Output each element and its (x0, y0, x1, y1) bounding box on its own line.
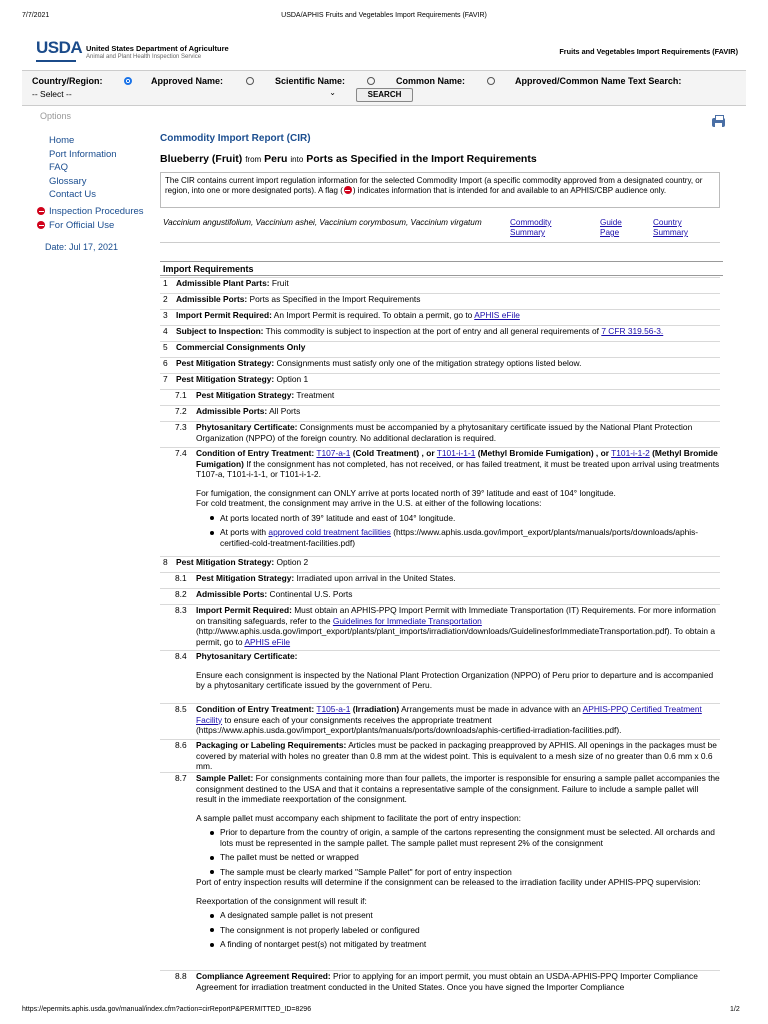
certified-treatment-facility-link[interactable]: APHIS-PPQ Certified Treatment Facility (196, 704, 702, 725)
list-item: The sample must be clearly marked "Sample Pallet" for port of entry inspection (208, 867, 720, 878)
options-label: Options (40, 111, 72, 121)
req-text: Articles must be packed in packaging preapproved by APHIS. All openings in the packages must be covered by material with holes no greater than 0.8 mm at the widest point. This is equivalent to a mesh size of no greater than 0.6 mm x 0.6 mm. (196, 740, 717, 771)
req-row-8-1: 8.1 Pest Mitigation Strategy: Irradiated upon arrival in the United States. (160, 572, 720, 584)
req-row-6: 6 Pest Mitigation Strategy: Consignments must satisfy only one of the mitigation strategy options listed below. (160, 357, 720, 369)
restricted-flag-icon (37, 221, 45, 229)
req-label: Pest Mitigation Strategy: (176, 557, 275, 567)
req-text: Irradiated upon arrival in the United States. (296, 573, 456, 583)
chevron-down-icon: ⌄ (329, 88, 336, 97)
req-text: For consignments containing more than four pallets, the importer is responsible for ensuring a sample pallet accompanies the consignment destined to the USA and that it contains a representative sample of the consignment. Failure to include a sample pallet will result in the immediate reexportation of the consignment. (196, 773, 720, 804)
list-item: A designated sample pallet is not present (208, 910, 720, 921)
t101-i-1-1-link[interactable]: T101-i-1-1 (436, 448, 476, 458)
req-row-8-5: 8.5 Condition of Entry Treatment: T105-a-1 (Irradiation) Arrangements must be made in advance with an APHIS-PPQ Certified Treatment Facility to ensure each of your consignments receives the appropriate treatment (https://www.aphis.usda.gov/import_export/plants/manuals/ports/downloads/aphis-certified-irradiation-facilities.pdf). (160, 703, 720, 736)
req-text: All Ports (269, 406, 301, 416)
req-text: Ports as Specified in the Import Requirements (249, 294, 421, 304)
req-paragraph: Port of entry inspection results will determine if the consignment can be released to the irradiation facility under APHIS-PPQ supervision: (196, 877, 701, 887)
req-text: At ports with (220, 527, 267, 537)
list-item: Prior to departure from the country of origin, a sample of the cartons representing the consignment must be selected. All orchards and lots must be represented in the sample pallet. The sample pallet must represent 2% of the consignment (208, 827, 720, 848)
req-label: Sample Pallet: (196, 773, 254, 783)
report-heading: Commodity Import Report (CIR) (160, 133, 311, 144)
req-text: Fruit (271, 278, 289, 288)
common-name-label: Common Name: (396, 76, 466, 86)
req-label: Import Permit Required: (176, 310, 272, 320)
aphis-efile-link[interactable]: APHIS eFile (474, 310, 520, 320)
req-label: Packaging or Labeling Requirements: (196, 740, 347, 750)
req-row-1: 1 Admissible Plant Parts: Fruit (160, 277, 720, 289)
req-text: (Methyl Bromide Fumigation) (196, 448, 718, 469)
req-row-8-2: 8.2 Admissible Ports: Continental U.S. Ports (160, 588, 720, 600)
req-text: If the consignment has not completed, has not received, or has failed treatment, it must be treated upon arrival using treatments T107-a, T101-i-1-1, or T101-i-1-2. (196, 458, 720, 479)
req-label: Admissible Ports: (196, 589, 268, 599)
sidebar-item-faq[interactable]: FAQ (49, 162, 69, 173)
list-item (208, 527, 720, 548)
from-word: from (245, 155, 262, 164)
country-label: Country/Region: (32, 76, 103, 86)
app-title: Fruits and Vegetables Import Requirements (FAVIR) (559, 47, 738, 56)
req-text: Prior to applying for an import permit, you must obtain an USDA-APHIS-PPQ Importer Compliance Agreement for irradiation treatment conducted in the United States. Once you have signed the Importer Compliance (196, 971, 698, 992)
guide-page-link[interactable]: Guide Page (600, 218, 622, 237)
req-label: Import Permit Required: (196, 605, 292, 615)
req-paragraph: Ensure each consignment is inspected by the National Plant Protection Organization (NPPO) of Peru prior to departure and is accompanied by a phytosanitary certificate issued by the government of Peru. (196, 669, 714, 690)
t101-i-1-2-link[interactable]: T101-i-1-2 (611, 448, 650, 458)
req-label: Admissible Ports: (196, 406, 268, 416)
sidebar-item-label: For Official Use (49, 220, 115, 231)
req-text: Consignments must be accompanied by a phytosanitary certificate issued by the National Plant Protection Organization (NPPO) of the foreign country. No additional declaration is required. (196, 422, 693, 443)
req-text: (Cold Treatment) , or (352, 448, 435, 458)
agency-name: Animal and Plant Health Inspection Service (86, 54, 202, 60)
req-text: Consignments must satisfy only one of the mitigation strategy options listed below. (276, 358, 582, 368)
print-title: USDA/APHIS Fruits and Vegetables Import Requirements (FAVIR) (281, 12, 487, 19)
print-url: https://epermits.aphis.usda.gov/manual/index.cfm?action=cirReportP&PERMITTED_ID=8296 (22, 1006, 312, 1013)
req-row-7-4: 7.4 Condition of Entry Treatment: T107-a-1 (Cold Treatment) , or T101-i-1-1 (Methyl Bromide Fumigation) , or T101-i-1-2 (Methyl Bromide Fumigation) If the consignment has not completed, has not received, or has failed treatment, it must be treated upon arrival using treatments T107-a, T101-i-1-1, or T101-i-1-2. For fumigation, the consignment can ONLY arrive at ports located north of 39° latitude and east of 104° longitude. For cold treatment, the consignment may arrive in the U.S. at either of the following locations: At ports located north of 39° latitude and east of 104° longitude. At ports with approved cold treatment facilities (https://www.aphis.usda.gov/import_export/plants/manuals/ports/downloads/aphis-certified-cold-treatment-facilities.pdf) (160, 447, 720, 552)
intro-text-b: ) indicates information that is intended for and available to an APHIS/CBP audience only. (352, 186, 667, 195)
sidebar-nav (49, 134, 159, 202)
list-item: At ports located north of 39° latitude and east of 104° longitude. (208, 513, 720, 524)
req-row-8-4: 8.4 Phytosanitary Certificate: Ensure each consignment is inspected by the National Plant Protection Organization (NPPO) of Peru prior to departure and is accompanied by a phytosanitary certificate issued by the government of Peru. (160, 650, 720, 691)
req-text: Option 2 (276, 557, 309, 567)
req-text: Treatment (296, 390, 335, 400)
restricted-flag-icon (37, 207, 45, 215)
req-label: Admissible Plant Parts: (176, 278, 270, 288)
req-text: (https://www.aphis.usda.gov/import_export/plants/manuals/ports/downloads/aphis-certified-cold-treatment-facilities.pdf) (220, 527, 699, 548)
species-list: Vaccinium angustifolium, Vaccinium ashei, Vaccinium corymbosum, Vaccinium virgatum (163, 218, 482, 227)
req-row-2: 2 Admissible Ports: Ports as Specified in the Import Requirements (160, 293, 720, 305)
req-row-3: 3 Import Permit Required: An Import Permit is required. To obtain a permit, go to APHIS eFile (160, 309, 720, 321)
into-word: into (290, 155, 304, 164)
report-title (160, 153, 720, 165)
req-row-8-7: 8.7 Sample Pallet: For consignments containing more than four pallets, the importer is responsible for ensuring a sample pallet accompanies the consignment destined to the USA and that it contains a representative sample of the consignment. Failure to include a sample pallet will result in the immediate reexportation of the consignment. A sample pallet must accompany each shipment to facilitate the port of entry inspection: Prior to departure from the country of origin, a sample of the cartons representing the consignment must be selected. All orchards and lots must be represented in the sample pallet. The sample pallet must represent 2% of the consignment The pallet must be netted or wrapped The sample must be clearly marked "Sample Pallet" for port of entry inspection Port of entry inspection results will determine if the consignment can be released to the irradiation facility under APHIS-PPQ supervision: Reexportation of the consignment will result if: A designated sample pallet is not present The consignment is not properly labeled or configured A finding of nontarget pest(s) not mitigated by treatment (160, 772, 720, 954)
req-paragraph: A sample pallet must accompany each shipment to facilitate the port of entry inspection: (196, 812, 521, 823)
sidebar-item-contact-us[interactable]: Contact Us (49, 189, 96, 200)
req-label: Commercial Consignments Only (176, 342, 306, 352)
approved-name-radio[interactable] (246, 77, 254, 85)
import-requirements-header: Import Requirements (160, 261, 723, 276)
req-label: Phytosanitary Certificate: (196, 422, 298, 432)
printer-icon[interactable] (712, 118, 725, 127)
req-label: Pest Mitigation Strategy: (196, 573, 295, 583)
search-button[interactable]: SEARCH (356, 88, 413, 102)
req-label: Pest Mitigation Strategy: (176, 374, 275, 384)
req-row-5: 5 Commercial Consignments Only (160, 341, 720, 353)
t107-a-1-link[interactable]: T107-a-1 (316, 448, 351, 458)
req-row-7-1: 7.1 Pest Mitigation Strategy: Treatment (160, 389, 720, 401)
sidebar-item-port-information[interactable]: Port Information (49, 148, 117, 160)
sidebar-item-glossary[interactable]: Glossary (49, 175, 87, 187)
report-date: Date: Jul 17, 2021 (45, 242, 119, 252)
req-label: Admissible Ports: (176, 294, 248, 304)
intro-box (160, 172, 720, 208)
req-label: Condition of Entry Treatment: (196, 448, 315, 458)
ports-name: Ports as Specified in the Import Requirements (306, 153, 537, 165)
scientific-name-label: Scientific Name: (275, 76, 346, 86)
req-text: Must obtain an APHIS-PPQ Import Permit with Immediate Transportation (IT) Requirements. For more information on transiting safeguards, refer to the (196, 605, 716, 626)
req-text: Arrangements must be made in advance with an (401, 704, 581, 714)
sidebar-item-for-official-use[interactable] (37, 215, 114, 233)
req-text: Continental U.S. Ports (269, 589, 353, 599)
list-item: The pallet must be netted or wrapped (208, 852, 720, 863)
immediate-transportation-link[interactable]: Guidelines for Immediate Transportation (332, 615, 482, 626)
country-select-value: -- Select -- (32, 89, 72, 99)
usda-logo[interactable]: USDA (36, 38, 83, 57)
commodity-summary-link[interactable]: Commodity Summary (510, 218, 552, 237)
req-paragraph: For fumigation, the consignment can ONLY arrive at ports located north of 39° latitude and east of 104° longitude. (196, 487, 616, 498)
req-text: (Irradiation) (352, 704, 400, 714)
divider (160, 242, 720, 243)
req-label: Compliance Agreement Required: (196, 971, 331, 981)
req-text: An Import Permit is required. To obtain a permit, go to (273, 310, 473, 320)
approved-name-label: Approved Name: (151, 76, 224, 86)
common-name-radio[interactable] (487, 77, 495, 85)
req-row-7-2: 7.2 Admissible Ports: All Ports (160, 405, 720, 417)
print-page-number: 1/2 (730, 1006, 740, 1013)
req-label: Pest Mitigation Strategy: (196, 390, 295, 400)
print-date: 7/7/2021 (22, 12, 50, 19)
req-text: (Methyl Bromide Fumigation) , or (477, 448, 609, 458)
req-row-7-3: 7.3 Phytosanitary Certificate: Consignments must be accompanied by a phytosanitary certificate issued by the National Plant Protection Organization (NPPO) of the foreign country. No additional declaration is required. (160, 421, 720, 443)
req-row-8-8: 8.8 Compliance Agreement Required: Prior to applying for an import permit, you must obtain an USDA-APHIS-PPQ Importer Compliance Agreement for irradiation treatment conducted in the United States. Once you have signed the Importer Compliance (160, 970, 720, 993)
req-row-8-6: 8.6 Packaging or Labeling Requirements: Articles must be packed in packaging preapproved by APHIS. All openings in the packages must be covered by material with holes no greater than 0.8 mm at the widest point. This is equivalent to a mesh size of no greater than 0.6 mm x 0.6 mm. (160, 739, 720, 772)
cold-treatment-facilities-link[interactable]: approved cold treatment facilities (268, 527, 391, 537)
sidebar-item-label: Inspection Procedures (49, 206, 144, 217)
cfr-link[interactable]: 7 CFR 319.56-3. (601, 326, 664, 336)
list-item: A finding of nontarget pest(s) not mitigated by treatment (208, 939, 720, 950)
text-search-label: Approved/Common Name Text Search: (515, 76, 682, 86)
usda-logo-swoosh (36, 56, 76, 62)
req-paragraph: Reexportation of the consignment will result if: (196, 895, 367, 906)
t105-a-1-link[interactable]: T105-a-1 (316, 704, 351, 714)
country-name: Peru (264, 153, 288, 165)
list-item: The consignment is not properly labeled or configured (208, 925, 720, 936)
req-text: to ensure each of your consignments receives the appropriate treatment (https://www.aphis.usda.gov/import_export/plants/manuals/ports/downloads/aphis-certified-irradiation-facilities.pdf). (196, 714, 622, 735)
req-label: Phytosanitary Certificate: (196, 651, 298, 661)
restricted-flag-icon (344, 186, 352, 194)
country-radio[interactable] (124, 77, 132, 85)
req-text: This commodity is subject to inspection at the port of entry and all general requirements of (265, 326, 599, 336)
country-select[interactable] (32, 89, 338, 100)
intro-text-a: The CIR contains current import regulation information for the selected Commodity Import (a specific commodity approved from a designated country, or region, into one or more designated ports). A flag ( (165, 176, 703, 195)
req-row-8: 8 Pest Mitigation Strategy: Option 2 (160, 556, 720, 568)
req-label: Subject to Inspection: (176, 326, 264, 336)
req-label: Condition of Entry Treatment: (196, 704, 315, 714)
req-row-4: 4 Subject to Inspection: This commodity is subject to inspection at the port of entry and all general requirements of 7 CFR 319.56-3. (160, 325, 720, 337)
req-label: Pest Mitigation Strategy: (176, 358, 275, 368)
country-summary-link[interactable]: Country Summary (653, 218, 689, 237)
req-paragraph: For cold treatment, the consignment may arrive in the U.S. at either of the following locations: (196, 498, 542, 508)
req-text: Option 1 (276, 374, 309, 384)
req-text: (http://www.aphis.usda.gov/import_export/plants/plant_imports/irradiation/downloads/GuidelinesforImmediateTransportation.pdf). To obtain a permit, go to (196, 626, 716, 647)
req-row-8-3: 8.3 Import Permit Required: Must obtain an APHIS-PPQ Import Permit with Immediate Transportation (IT) Requirements. For more information on transiting safeguards, refer to the Guidelines for Immediate Transportation (http://www.aphis.usda.gov/import_export/plants/plant_imports/irradiation/downloads/GuidelinesforImmediateTransportation.pdf). To obtain a permit, go to APHIS eFile (160, 604, 720, 647)
commodity-name: Blueberry (Fruit) (160, 153, 243, 165)
req-row-7: 7 Pest Mitigation Strategy: Option 1 (160, 373, 720, 385)
dept-name: United States Department of Agriculture (86, 44, 229, 53)
aphis-efile-link[interactable]: APHIS eFile (244, 636, 291, 647)
scientific-name-radio[interactable] (367, 77, 375, 85)
sidebar-item-home[interactable]: Home (49, 135, 75, 146)
